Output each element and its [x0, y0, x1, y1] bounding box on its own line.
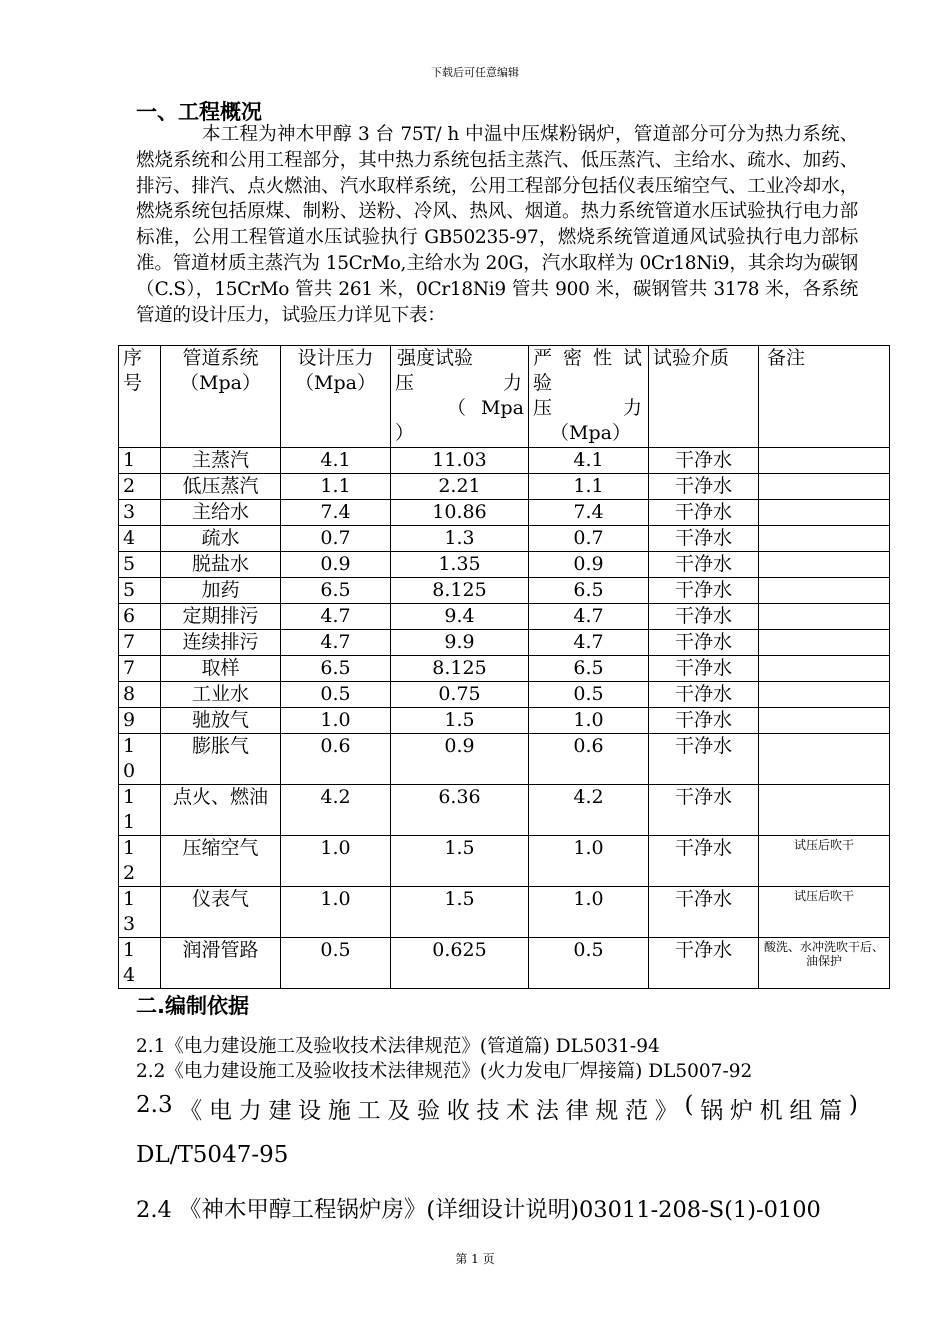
row-system-cell: 主给水: [161, 500, 281, 526]
row-medium-cell: 干净水: [649, 785, 759, 836]
reference-2-3-glyph: 及: [387, 1098, 411, 1124]
row-design-pressure-cell: 1.0: [281, 836, 391, 887]
row-design-pressure-cell: 0.6: [281, 734, 391, 785]
row-strength-pressure-cell: 0.9: [391, 734, 529, 785]
row-strength-pressure-cell: 6.36: [391, 785, 529, 836]
section-title-basis: 二.编制依据: [136, 994, 249, 1018]
reference-2-1: 2.1《电力建设施工及验收技术法律规范》(管道篇) DL5031-94: [136, 1036, 660, 1057]
row-medium-cell: 干净水: [649, 604, 759, 630]
page-header: 下载后可任意编辑: [431, 66, 519, 79]
row-tightness-pressure-cell: 6.5: [529, 578, 649, 604]
reference-2-3-glyph: 2.3: [136, 1092, 173, 1118]
row-tightness-pressure-cell: 0.5: [529, 682, 649, 708]
table-row: [119, 887, 890, 938]
row-design-pressure-cell: 0.7: [281, 526, 391, 552]
row-tightness-pressure-cell: 1.0: [529, 836, 649, 887]
row-tightness-pressure-cell: 1.0: [529, 708, 649, 734]
reference-2-3-glyph: 机: [759, 1098, 783, 1124]
row-tightness-pressure-cell: 0.7: [529, 526, 649, 552]
row-seq-cell: 11: [119, 785, 161, 836]
col-header-medium: 试验介质: [649, 346, 759, 448]
reference-2-3-glyph: 》: [654, 1098, 678, 1124]
table-row: [119, 578, 890, 604]
reference-2-3-glyph: 组: [789, 1098, 813, 1124]
row-system-cell: 驰放气: [161, 708, 281, 734]
row-design-pressure-cell: 1.1: [281, 474, 391, 500]
row-seq-cell: 14: [119, 938, 161, 989]
row-tightness-pressure-cell: 1.0: [529, 887, 649, 938]
row-system-cell: 取样: [161, 656, 281, 682]
row-remark-cell: [759, 682, 890, 708]
row-strength-pressure-cell: 1.35: [391, 552, 529, 578]
row-design-pressure-cell: 0.5: [281, 938, 391, 989]
row-remark-cell: 试压后吹干: [759, 887, 890, 938]
row-medium-cell: 干净水: [649, 526, 759, 552]
row-tightness-pressure-cell: 4.1: [529, 448, 649, 474]
reference-2-3-glyph: 验: [417, 1098, 441, 1124]
row-design-pressure-cell: 4.7: [281, 604, 391, 630]
reference-2-3-glyph: 设: [298, 1098, 322, 1124]
reference-2-3-glyph: 锅: [700, 1098, 724, 1124]
reference-2-3-glyph: 《: [179, 1098, 203, 1124]
row-remark-cell: [759, 500, 890, 526]
reference-2-3-glyph: 篇: [819, 1098, 843, 1124]
strength-header-paren: （: [447, 397, 467, 419]
row-strength-pressure-cell: 9.9: [391, 630, 529, 656]
reference-2-3-glyph: 收: [446, 1098, 470, 1124]
row-remark-cell: [759, 578, 890, 604]
row-strength-pressure-cell: 0.75: [391, 682, 529, 708]
table-row: [119, 474, 890, 500]
reference-2-3-glyph: 技: [476, 1098, 500, 1124]
reference-2-3-glyph: 律: [565, 1098, 589, 1124]
row-system-cell: 仪表气: [161, 887, 281, 938]
row-strength-pressure-cell: 9.4: [391, 604, 529, 630]
row-medium-cell: 干净水: [649, 448, 759, 474]
row-system-cell: 压缩空气: [161, 836, 281, 887]
table-row: [119, 604, 890, 630]
row-medium-cell: 干净水: [649, 836, 759, 887]
row-remark-cell: [759, 526, 890, 552]
row-seq-cell: 6: [119, 604, 161, 630]
reference-2-3-glyph: (: [684, 1092, 694, 1118]
table-row: [119, 938, 890, 989]
reference-2-3-code: DL/T5047-95: [136, 1142, 289, 1168]
row-strength-pressure-cell: 1.5: [391, 887, 529, 938]
row-remark-cell: [759, 604, 890, 630]
row-system-cell: 疏水: [161, 526, 281, 552]
row-tightness-pressure-cell: 4.2: [529, 785, 649, 836]
row-tightness-pressure-cell: 0.6: [529, 734, 649, 785]
row-seq-cell: 13: [119, 887, 161, 938]
row-system-cell: 点火、燃油: [161, 785, 281, 836]
row-design-pressure-cell: 1.0: [281, 708, 391, 734]
strength-header-press: 压: [395, 372, 415, 394]
row-remark-cell: [759, 448, 890, 474]
reference-2-3-glyph: 工: [357, 1098, 381, 1124]
strength-header-unit: Mpa: [481, 397, 524, 419]
reference-2-3-title: [136, 1092, 858, 1125]
strength-header-force: 力: [502, 372, 522, 394]
table-row: [119, 682, 890, 708]
row-seq-cell: 2: [119, 474, 161, 500]
row-design-pressure-cell: 1.0: [281, 887, 391, 938]
row-medium-cell: 干净水: [649, 656, 759, 682]
row-tightness-pressure-cell: 1.1: [529, 474, 649, 500]
row-design-pressure-cell: 4.1: [281, 448, 391, 474]
row-seq-cell: 7: [119, 630, 161, 656]
row-strength-pressure-cell: 1.5: [391, 836, 529, 887]
row-system-cell: 脱盐水: [161, 552, 281, 578]
row-remark-cell: [759, 734, 890, 785]
reference-2-3-glyph: 范: [625, 1098, 649, 1124]
reference-2-3-glyph: 规: [595, 1098, 619, 1124]
row-design-pressure-cell: 4.2: [281, 785, 391, 836]
row-seq-cell: 12: [119, 836, 161, 887]
reference-2-3-glyph: 施: [327, 1098, 351, 1124]
row-medium-cell: 干净水: [649, 500, 759, 526]
row-medium-cell: 干净水: [649, 552, 759, 578]
reference-2-3-glyph: 法: [535, 1098, 559, 1124]
table-row: [119, 708, 890, 734]
row-remark-cell: [759, 656, 890, 682]
row-design-pressure-cell: 7.4: [281, 500, 391, 526]
table-row: [119, 734, 890, 785]
col-header-seq: 序号: [119, 346, 161, 448]
row-design-pressure-cell: 0.9: [281, 552, 391, 578]
col-header-tightness-test: 严 密 性 试 验 压 力 （Mpa）: [529, 346, 649, 448]
row-remark-cell: [759, 474, 890, 500]
row-tightness-pressure-cell: 7.4: [529, 500, 649, 526]
reference-2-4: 2.4 《神木甲醇工程锅炉房》(详细设计说明)03011-208-S(1)-0100: [136, 1197, 821, 1223]
overview-paragraph: 本工程为神木甲醇 3 台 75T/ h 中温中压煤粉锅炉，管道部分可分为热力系统、燃烧系统和公用工程部分，其中热力系统包括主蒸汽、低压蒸汽、主给水、疏水、加药、排污、排汽、点火燃油、汽水取样系统，公用工程部分包括仪表压缩空气、工业冷却水，燃烧系统包括原煤、制粉、送粉、冷风、热风、烟道。热力系统管道水压试验执行电力部标准，公用工程管道水压试验执行 GB50235-97，燃烧系统管道通风试验执行电力部标准。管道材质主蒸汽为 15CrMo,主给水为 20G，汽水取样为 0Cr18Ni9，其余均为碳钢（C.S），15CrMo 管共 261 米，0Cr18Ni9 管共 900 米，碳钢管共 3178 米，各系统管道的设计压力，试验压力详见下表：: [136, 124, 858, 326]
row-medium-cell: 干净水: [649, 938, 759, 989]
row-seq-cell: 5: [119, 552, 161, 578]
row-medium-cell: 干净水: [649, 708, 759, 734]
row-strength-pressure-cell: 8.125: [391, 656, 529, 682]
row-tightness-pressure-cell: 0.5: [529, 938, 649, 989]
col-header-system: 管道系统（Mpa）: [161, 346, 281, 448]
row-medium-cell: 干净水: [649, 734, 759, 785]
row-seq-cell: 9: [119, 708, 161, 734]
row-remark-cell: [759, 785, 890, 836]
row-system-cell: 连续排污: [161, 630, 281, 656]
strength-header-close: ）: [395, 422, 415, 444]
row-system-cell: 膨胀气: [161, 734, 281, 785]
row-medium-cell: 干净水: [649, 630, 759, 656]
reference-2-3-glyph: 炉: [729, 1098, 753, 1124]
row-medium-cell: 干净水: [649, 682, 759, 708]
row-tightness-pressure-cell: 4.7: [529, 604, 649, 630]
row-medium-cell: 干净水: [649, 887, 759, 938]
row-system-cell: 主蒸汽: [161, 448, 281, 474]
row-seq-cell: 1: [119, 448, 161, 474]
row-strength-pressure-cell: 0.625: [391, 938, 529, 989]
col-header-design-pressure: 设计压力（Mpa）: [281, 346, 391, 448]
row-strength-pressure-cell: 1.3: [391, 526, 529, 552]
row-design-pressure-cell: 6.5: [281, 578, 391, 604]
row-tightness-pressure-cell: 4.7: [529, 630, 649, 656]
row-medium-cell: 干净水: [649, 474, 759, 500]
pressure-test-table: [118, 345, 890, 989]
row-seq-cell: 4: [119, 526, 161, 552]
table-header-row: [119, 346, 890, 448]
col-header-strength-test: [391, 346, 529, 448]
row-strength-pressure-cell: 2.21: [391, 474, 529, 500]
row-system-cell: 加药: [161, 578, 281, 604]
row-seq-cell: 3: [119, 500, 161, 526]
row-seq-cell: 7: [119, 656, 161, 682]
section-title-overview: 一、工程概况: [136, 100, 262, 124]
reference-2-3-glyph: 建: [268, 1098, 292, 1124]
table-row: [119, 785, 890, 836]
row-remark-cell: 试压后吹干: [759, 836, 890, 887]
row-strength-pressure-cell: 10.86: [391, 500, 529, 526]
row-remark-cell: [759, 708, 890, 734]
reference-2-3-glyph: 力: [238, 1098, 262, 1124]
tightness-header-unit: （Mpa）: [550, 422, 631, 444]
row-system-cell: 工业水: [161, 682, 281, 708]
table-row: [119, 836, 890, 887]
reference-2-3-glyph: 术: [506, 1098, 530, 1124]
row-design-pressure-cell: 4.7: [281, 630, 391, 656]
row-system-cell: 定期排污: [161, 604, 281, 630]
table-row: [119, 630, 890, 656]
row-system-cell: 润滑管路: [161, 938, 281, 989]
row-medium-cell: 干净水: [649, 578, 759, 604]
strength-header-line1: 强度试验: [397, 347, 474, 369]
row-strength-pressure-cell: 11.03: [391, 448, 529, 474]
tightness-header-line2: 验: [533, 372, 553, 394]
table-row: [119, 500, 890, 526]
reference-2-3-glyph: 电: [209, 1098, 233, 1124]
row-seq-cell: 8: [119, 682, 161, 708]
row-seq-cell: 5: [119, 578, 161, 604]
row-tightness-pressure-cell: 6.5: [529, 656, 649, 682]
row-strength-pressure-cell: 8.125: [391, 578, 529, 604]
reference-2-2: 2.2《电力建设施工及验收技术法律规范》(火力发电厂焊接篇) DL5007-92: [136, 1061, 753, 1082]
row-design-pressure-cell: 0.5: [281, 682, 391, 708]
table-row: [119, 656, 890, 682]
table-row: [119, 552, 890, 578]
row-tightness-pressure-cell: 0.9: [529, 552, 649, 578]
row-strength-pressure-cell: 1.5: [391, 708, 529, 734]
table-row: [119, 526, 890, 552]
row-remark-cell: 酸洗、水冲洗吹干后、油保护: [759, 938, 890, 989]
reference-2-3-glyph: ): [848, 1092, 858, 1118]
row-remark-cell: [759, 630, 890, 656]
row-system-cell: 低压蒸汽: [161, 474, 281, 500]
table-row: [119, 448, 890, 474]
col-header-remark: 备注: [759, 346, 890, 448]
row-design-pressure-cell: 6.5: [281, 656, 391, 682]
row-remark-cell: [759, 552, 890, 578]
row-seq-cell: 10: [119, 734, 161, 785]
page-footer: 第 1 页: [455, 1252, 495, 1266]
